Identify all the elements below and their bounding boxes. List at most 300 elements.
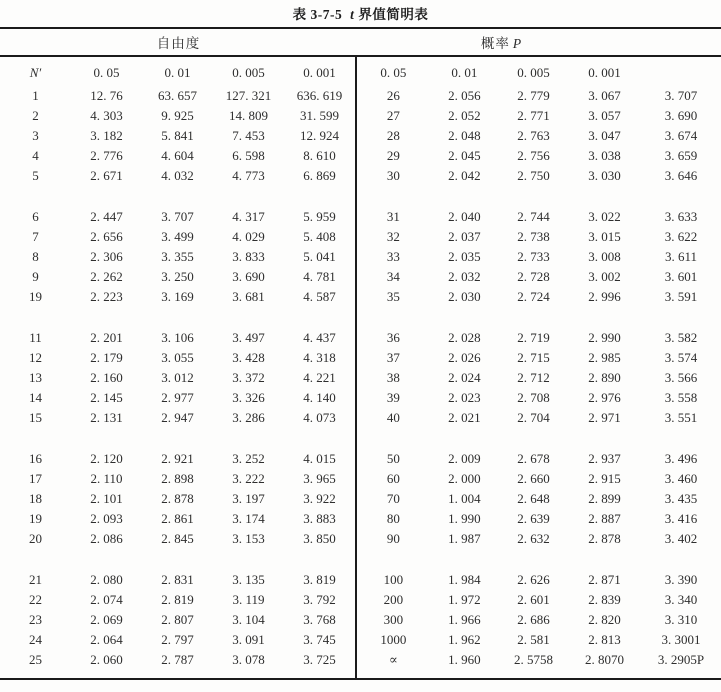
t-value-cell: 2. 985	[588, 350, 621, 365]
t-value-cell: 2. 887	[588, 511, 621, 526]
t-value-cell: 3. 067	[588, 88, 621, 103]
n-value-cell: 60	[386, 471, 400, 486]
t-value-cell: 5. 408	[303, 229, 336, 244]
t-value-cell: 2. 021	[448, 410, 481, 425]
t-value-cell: 2. 101	[90, 491, 123, 506]
t-value-cell: 2. 037	[448, 229, 481, 244]
t-value-cell: 3. 047	[588, 128, 621, 143]
t-value-cell: 2. 813	[588, 632, 621, 647]
t-value-cell: 1. 987	[448, 531, 481, 546]
table-row	[0, 650, 355, 670]
t-value-cell: 3. 611	[664, 249, 697, 264]
n-value-cell: 40	[386, 410, 400, 425]
n-value-cell: 39	[386, 390, 400, 405]
t-value-cell: 3. 768	[303, 612, 336, 627]
table-row	[357, 368, 721, 388]
t-value-cell: 3. 499	[161, 229, 194, 244]
t-value-cell: 2. 179	[90, 350, 123, 365]
n-value-cell: 34	[386, 269, 400, 284]
t-value-cell: 3. 008	[588, 249, 621, 264]
t-value-cell: 2. 771	[517, 108, 550, 123]
table-row	[0, 166, 355, 186]
p-symbol: P	[512, 36, 522, 51]
n-value-cell: 90	[386, 531, 400, 546]
t-value-cell: 4. 318	[303, 350, 336, 365]
n-value-cell: 9	[32, 269, 39, 284]
t-value-cell: 3. 819	[303, 572, 336, 587]
column-header-cell: 0. 05	[380, 64, 407, 80]
table-row	[0, 126, 355, 146]
t-value-cell: 5. 959	[303, 209, 336, 224]
n-value-cell: 1000	[380, 632, 407, 647]
t-value-cell: 3. 833	[232, 249, 265, 264]
n-value-cell: 15	[29, 410, 42, 425]
t-value-cell: 2. 447	[90, 209, 123, 224]
t-value-cell: 3. 460	[664, 471, 698, 486]
n-value-cell: 19	[29, 289, 42, 304]
t-value-cell: 5. 841	[161, 128, 194, 143]
t-value-cell: 1. 972	[448, 592, 481, 607]
n-value-cell: 80	[386, 511, 400, 526]
t-value-cell: 3. 745	[303, 632, 336, 647]
t-value-cell: 2. 671	[90, 168, 123, 183]
t-value-cell: 3. 646	[664, 168, 698, 183]
n-value-cell: 29	[386, 148, 400, 163]
t-value-cell: 2. 000	[448, 471, 481, 486]
group-spacer	[357, 428, 721, 449]
n-value-cell: 36	[386, 330, 400, 345]
t-value-cell: 3. 690	[664, 108, 698, 123]
n-value-cell: 5	[32, 168, 39, 183]
n-value-cell: 17	[29, 471, 42, 486]
n-value-cell: ∝	[388, 652, 398, 667]
t-value-cell: 1. 962	[448, 632, 481, 647]
group-spacer	[357, 186, 721, 207]
t-value-cell: 3. 496	[664, 451, 698, 466]
t-value-cell: 2. 145	[90, 390, 123, 405]
t-value-cell: 2. 131	[90, 410, 123, 425]
n-value-cell: 27	[386, 108, 400, 123]
n-value-cell: 20	[29, 531, 42, 546]
table-row	[357, 227, 721, 247]
t-value-cell: 6. 869	[303, 168, 336, 183]
t-value-cell: 3. 2905P	[657, 652, 705, 667]
t-value-cell: 2. 871	[588, 572, 621, 587]
t-value-cell: 3. 286	[232, 410, 265, 425]
t-value-cell: 3. 3001	[661, 632, 701, 647]
table-row	[357, 247, 721, 267]
n-value-cell: 6	[32, 209, 39, 224]
t-value-cell: 4. 029	[232, 229, 265, 244]
t-value-cell: 2. 937	[588, 451, 621, 466]
t-value-cell: 1. 004	[448, 491, 481, 506]
t-value-cell: 2. 744	[517, 209, 550, 224]
t-value-cell: 2. 024	[448, 370, 481, 385]
column-header-row	[0, 59, 355, 86]
t-value-cell: 3. 922	[303, 491, 336, 506]
t-value-cell: 2. 223	[90, 289, 123, 304]
t-value-cell: 3. 055	[161, 350, 194, 365]
t-value-cell: 3. 104	[232, 612, 265, 627]
t-value-cell: 2. 776	[90, 148, 123, 163]
t-value-cell: 2. 5758	[514, 652, 554, 667]
t-value-cell: 3. 551	[664, 410, 698, 425]
t-value-cell: 2. 086	[90, 531, 123, 546]
t-value-cell: 12. 924	[300, 128, 339, 143]
t-value-cell: 4. 140	[303, 390, 336, 405]
table-row	[0, 529, 355, 549]
n-value-cell: 28	[386, 128, 400, 143]
n-value-cell: 30	[386, 168, 400, 183]
n-value-cell: 19	[29, 511, 42, 526]
t-value-cell: 1. 960	[448, 652, 481, 667]
table-row	[357, 509, 721, 529]
t-value-cell: 2. 819	[161, 592, 194, 607]
t-value-cell: 2. 750	[517, 168, 550, 183]
t-value-cell: 3. 435	[664, 491, 698, 506]
t-value-cell: 2. 971	[588, 410, 621, 425]
t-value-cell: 2. 581	[517, 632, 550, 647]
t-value-cell: 3. 659	[664, 148, 698, 163]
t-value-cell: 31. 599	[300, 108, 339, 123]
t-value-cell: 2. 839	[588, 592, 621, 607]
t-value-cell: 3. 119	[232, 592, 265, 607]
table-row	[357, 207, 721, 227]
t-value-cell: 2. 678	[517, 451, 550, 466]
t-value-cell: 4. 604	[161, 148, 194, 163]
column-header-cell: 0. 005	[232, 64, 265, 80]
t-value-cell: 9. 925	[161, 108, 194, 123]
n-value-cell: 1	[32, 88, 39, 103]
table-row	[357, 166, 721, 186]
n-value-cell: 23	[29, 612, 42, 627]
t-value-cell: 2. 724	[517, 289, 550, 304]
t-value-cell: 4. 032	[161, 168, 194, 183]
t-value-cell: 3. 883	[303, 511, 336, 526]
n-value-cell: 14	[29, 390, 42, 405]
n-value-cell: 16	[29, 451, 42, 466]
column-header-cell: 0. 005	[517, 64, 550, 80]
table-row	[357, 630, 721, 650]
t-value-cell: 2. 626	[517, 572, 550, 587]
column-header-cell: 0. 05	[93, 64, 120, 80]
t-value-cell: 2. 899	[588, 491, 621, 506]
t-value-cell: 4. 317	[232, 209, 265, 224]
t-value-cell: 6. 598	[232, 148, 265, 163]
t-value-cell: 3. 030	[588, 168, 621, 183]
t-value-cell: 2. 756	[517, 148, 550, 163]
t-value-cell: 1. 966	[448, 612, 481, 627]
t-value-cell: 2. 878	[161, 491, 194, 506]
table-row	[0, 368, 355, 388]
t-value-cell: 2. 080	[90, 572, 123, 587]
t-value-cell: 2. 861	[161, 511, 194, 526]
t-value-cell: 4. 221	[303, 370, 336, 385]
t-value-cell: 3. 390	[664, 572, 698, 587]
table-title-text: 界值简明表	[358, 7, 429, 22]
t-value-cell: 2. 601	[517, 592, 550, 607]
t-value-cell: 1. 990	[448, 511, 481, 526]
t-value-cell: 2. 632	[517, 531, 550, 546]
t-value-cell: 3. 078	[232, 652, 265, 667]
n-value-cell: 50	[386, 451, 400, 466]
n-value-cell: 37	[386, 350, 400, 365]
t-value-cell: 3. 965	[303, 471, 336, 486]
t-value-cell: 7. 453	[232, 128, 265, 143]
t-value-cell: 2. 639	[517, 511, 550, 526]
t-value-cell: 2. 060	[90, 652, 123, 667]
table-row	[357, 610, 721, 630]
t-value-cell: 2. 831	[161, 572, 194, 587]
t-value-cell: 8. 610	[303, 148, 336, 163]
t-value-cell: 2. 947	[161, 410, 194, 425]
t-value-cell: 2. 052	[448, 108, 481, 123]
table-row	[357, 348, 721, 368]
t-value-cell: 3. 326	[232, 390, 265, 405]
t-value-cell: 3. 038	[588, 148, 621, 163]
t-value-cell: 2. 820	[588, 612, 621, 627]
n-value-cell: 24	[29, 632, 42, 647]
table-row	[357, 570, 721, 590]
table-row	[357, 106, 721, 126]
n-value-cell: 35	[386, 289, 400, 304]
table-row	[0, 630, 355, 650]
t-value-cell: 2. 976	[588, 390, 621, 405]
t-value-cell: 2. 977	[161, 390, 194, 405]
t-value-cell: 3. 850	[303, 531, 336, 546]
n-value-cell: 22	[29, 592, 42, 607]
t-value-cell: 2. 120	[90, 451, 123, 466]
n-value-cell: 21	[29, 572, 42, 587]
t-value-cell: 2. 074	[90, 592, 123, 607]
t-value-cell: 4. 437	[303, 330, 336, 345]
t-value-cell: 3. 690	[232, 269, 265, 284]
t-value-cell: 2. 898	[161, 471, 194, 486]
n-value-cell: 200	[383, 592, 404, 607]
t-value-cell: 2. 915	[588, 471, 621, 486]
t-value-cell: 12. 76	[90, 88, 123, 103]
table-row	[0, 247, 355, 267]
t-value-cell: 4. 781	[303, 269, 336, 284]
t-value-cell: 4. 773	[232, 168, 265, 183]
t-value-cell: 3. 197	[232, 491, 265, 506]
t-value-cell: 2. 878	[588, 531, 621, 546]
t-value-cell: 3. 725	[303, 652, 336, 667]
table-row	[357, 388, 721, 408]
table-row	[0, 86, 355, 106]
group-spacer	[0, 428, 355, 449]
table-number: 表 3-7-5	[292, 7, 343, 22]
t-value-cell: 4. 073	[303, 410, 336, 425]
column-header-cell: 0. 01	[451, 64, 478, 80]
t-value-cell: 2. 045	[448, 148, 481, 163]
t-value-cell: 3. 566	[664, 370, 698, 385]
table-row	[0, 106, 355, 126]
t-value-cell: 3. 633	[664, 209, 698, 224]
group-spacer	[0, 186, 355, 207]
t-value-cell: 2. 719	[517, 330, 550, 345]
column-header-cell: 0. 001	[588, 64, 621, 80]
t-value-cell: 3. 012	[161, 370, 194, 385]
table-row	[0, 469, 355, 489]
table-row	[357, 489, 721, 509]
t-value-cell: 3. 558	[664, 390, 698, 405]
table-row	[357, 267, 721, 287]
n-value-cell: 70	[386, 491, 400, 506]
table-row	[0, 408, 355, 428]
t-value-cell: 3. 002	[588, 269, 621, 284]
t-value-cell: 2. 797	[161, 632, 194, 647]
t-value-cell: 3. 574	[664, 350, 698, 365]
t-value-cell: 2. 009	[448, 451, 481, 466]
t-value-cell: 3. 106	[161, 330, 194, 345]
t-value-cell: 3. 428	[232, 350, 265, 365]
group-spacer	[357, 549, 721, 570]
t-value-cell: 2. 093	[90, 511, 123, 526]
t-value-cell: 2. 715	[517, 350, 550, 365]
t-value-cell: 2. 921	[161, 451, 194, 466]
table-row	[357, 287, 721, 307]
table-row	[0, 207, 355, 227]
bottom-margin	[0, 680, 721, 692]
t-value-cell: 2. 704	[517, 410, 550, 425]
t-value-cell: 2. 686	[517, 612, 550, 627]
t-value-cell: 2. 042	[448, 168, 481, 183]
t-value-cell: 3. 252	[232, 451, 265, 466]
t-value-cell: 4. 303	[90, 108, 123, 123]
t-value-cell: 4. 587	[303, 289, 336, 304]
n-value-cell: 7	[32, 229, 39, 244]
t-value-cell: 3. 355	[161, 249, 194, 264]
n-value-cell: 32	[386, 229, 400, 244]
table-row	[357, 328, 721, 348]
right-table	[357, 59, 721, 670]
table-row	[357, 590, 721, 610]
t-value-cell: 2. 648	[517, 491, 550, 506]
table-row	[0, 348, 355, 368]
left-half	[0, 57, 357, 678]
t-value-cell: 2. 779	[517, 88, 550, 103]
t-value-cell: 2. 048	[448, 128, 481, 143]
table-row	[0, 227, 355, 247]
t-value-cell: 2. 262	[90, 269, 123, 284]
t-value-cell: 2. 023	[448, 390, 481, 405]
degrees-of-freedom-label: 自由度	[156, 36, 201, 51]
t-value-cell: 3. 416	[664, 511, 698, 526]
t-value-cell: 2. 738	[517, 229, 550, 244]
t-value-cell: 3. 591	[664, 289, 698, 304]
t-value-cell: 3. 707	[664, 88, 698, 103]
n-value-cell: 100	[383, 572, 404, 587]
t-value-cell: 3. 674	[664, 128, 698, 143]
t-value-cell: 2. 708	[517, 390, 550, 405]
t-value-cell: 3. 091	[232, 632, 265, 647]
t-value-cell: 3. 582	[664, 330, 698, 345]
column-header-cell: 0. 001	[303, 64, 336, 80]
t-value-cell: 127. 321	[225, 88, 272, 103]
t-value-cell: 3. 182	[90, 128, 123, 143]
t-value-cell: 3. 222	[232, 471, 265, 486]
t-value-cell: 2. 028	[448, 330, 481, 345]
table-row	[357, 529, 721, 549]
t-value-cell: 3. 057	[588, 108, 621, 123]
t-value-cell: 2. 306	[90, 249, 123, 264]
t-value-cell: 2. 026	[448, 350, 481, 365]
t-value-cell: 3. 402	[664, 531, 698, 546]
table-row	[0, 610, 355, 630]
t-value-cell: 3. 153	[232, 531, 265, 546]
t-value-cell: 2. 807	[161, 612, 194, 627]
t-value-cell: 3. 622	[664, 229, 698, 244]
section-header-band	[0, 29, 721, 55]
table-row	[357, 408, 721, 428]
n-value-cell: 4	[32, 148, 39, 163]
t-value-cell: 2. 733	[517, 249, 550, 264]
column-header-cell: N′	[29, 64, 42, 80]
left-table	[0, 59, 355, 670]
group-spacer	[0, 307, 355, 328]
t-value-cell: 2. 990	[588, 330, 621, 345]
table-row	[0, 287, 355, 307]
n-value-cell: 13	[29, 370, 42, 385]
n-value-cell: 12	[29, 350, 42, 365]
t-value-cell: 4. 015	[303, 451, 336, 466]
t-value-cell: 3. 792	[303, 592, 336, 607]
t-value-cell: 3. 601	[664, 269, 698, 284]
t-value-cell: 2. 656	[90, 229, 123, 244]
column-header-cell: 0. 01	[164, 64, 191, 80]
t-value-cell: 2. 032	[448, 269, 481, 284]
group-spacer	[357, 307, 721, 328]
table-row	[357, 126, 721, 146]
t-value-cell: 1. 984	[448, 572, 481, 587]
t-value-cell: 3. 681	[232, 289, 265, 304]
t-value-cell: 2. 064	[90, 632, 123, 647]
t-value-cell: 2. 030	[448, 289, 481, 304]
t-value-cell: 3. 135	[232, 572, 265, 587]
table-row	[0, 590, 355, 610]
table-row	[357, 146, 721, 166]
t-value-cell: 3. 497	[232, 330, 265, 345]
table-row	[0, 146, 355, 166]
t-value-cell: 5. 041	[303, 249, 336, 264]
table-row	[0, 489, 355, 509]
t-value-cell: 2. 069	[90, 612, 123, 627]
table-row	[0, 509, 355, 529]
t-value-cell: 2. 787	[161, 652, 194, 667]
probability-header	[357, 32, 721, 52]
table-row	[357, 86, 721, 106]
t-symbol: t	[350, 7, 355, 22]
t-value-cell: 3. 707	[161, 209, 194, 224]
n-value-cell: 25	[29, 652, 42, 667]
t-value-cell: 2. 890	[588, 370, 621, 385]
t-value-cell: 2. 040	[448, 209, 481, 224]
t-value-cell: 3. 022	[588, 209, 621, 224]
t-value-cell: 63. 657	[158, 88, 197, 103]
n-value-cell: 26	[386, 88, 400, 103]
n-value-cell: 31	[386, 209, 400, 224]
t-value-cell: 2. 728	[517, 269, 550, 284]
t-value-cell: 2. 056	[448, 88, 481, 103]
n-value-cell: 38	[386, 370, 400, 385]
n-value-cell: 11	[29, 330, 42, 345]
table-row	[0, 570, 355, 590]
t-value-cell: 3. 310	[664, 612, 698, 627]
t-value-cell: 3. 169	[161, 289, 194, 304]
t-value-cell: 3. 174	[232, 511, 265, 526]
column-header-cell	[641, 59, 721, 86]
